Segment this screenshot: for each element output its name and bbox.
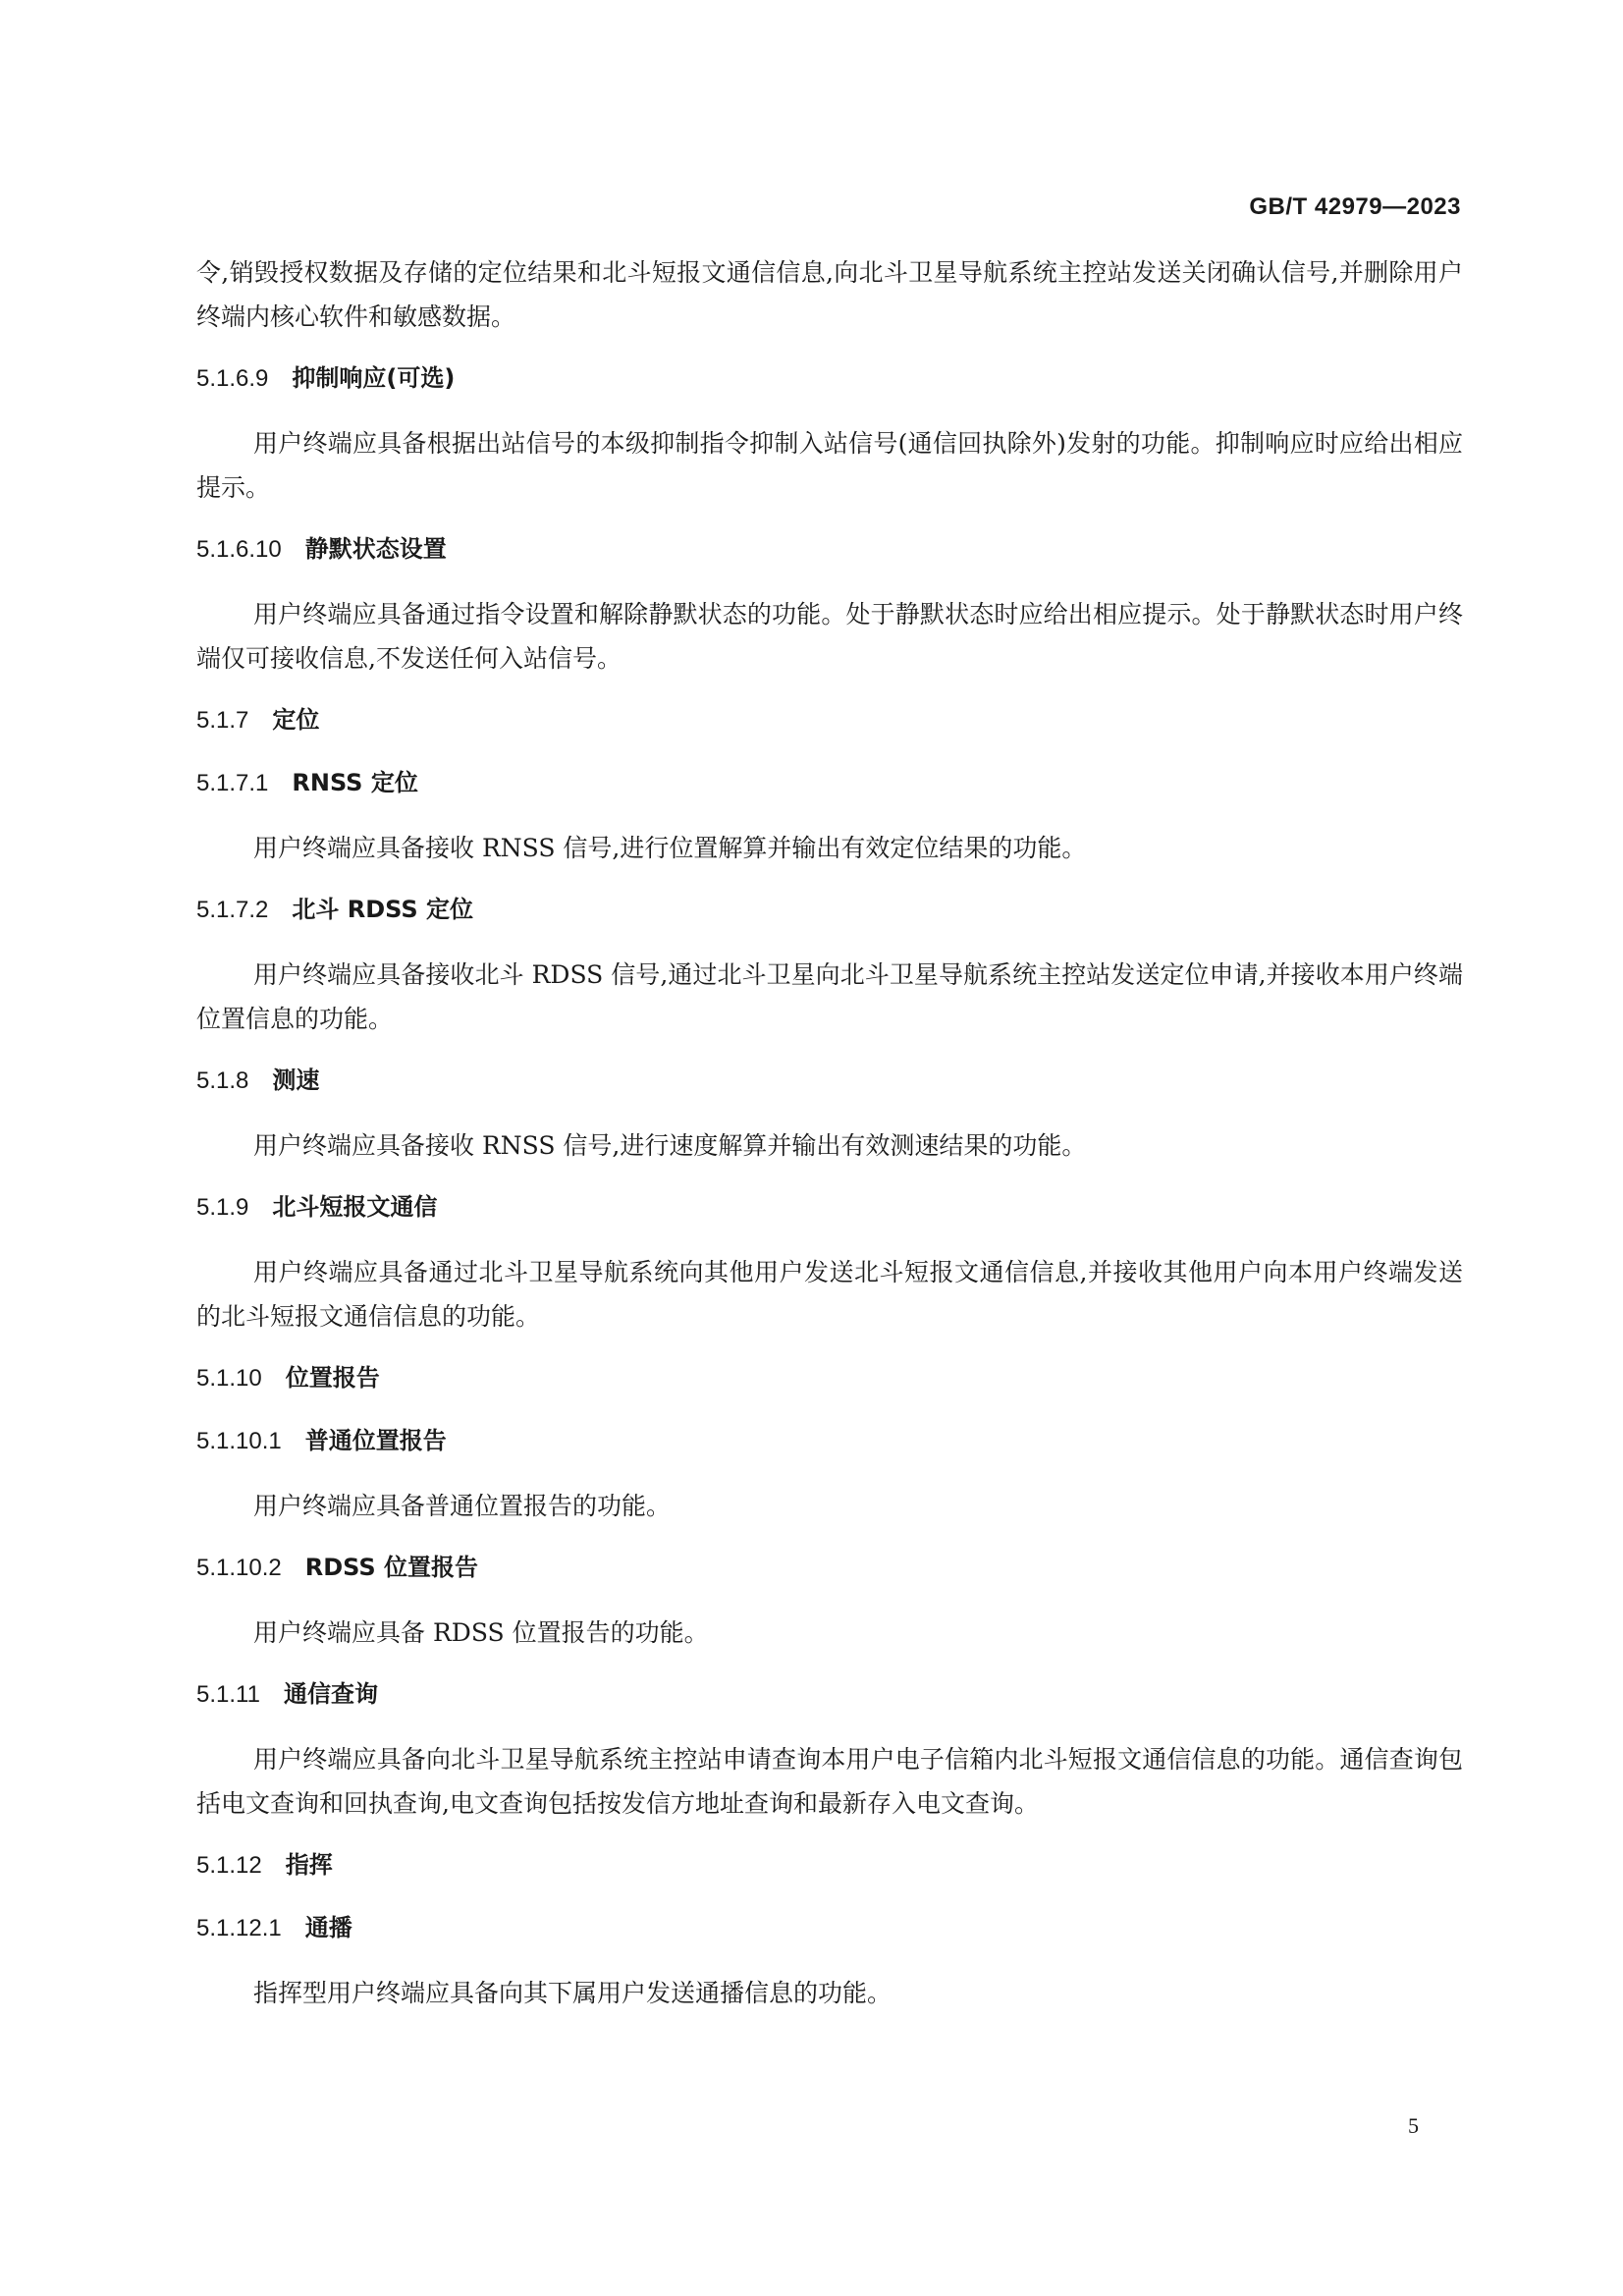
paragraph: 令,销毁授权数据及存储的定位结果和北斗短报文通信信息,向北斗卫星导航系统主控站发送关闭确认信号,并删除用户终端内核心软件和敏感数据。 xyxy=(196,258,1463,331)
section-heading xyxy=(196,1061,1463,1101)
section-number: 5.1.10 xyxy=(196,1365,262,1392)
section-number: 5.1.9 xyxy=(196,1194,249,1221)
section-title: 北斗短报文通信 xyxy=(272,1193,438,1221)
section-number: 5.1.11 xyxy=(196,1681,260,1708)
page-number: 5 xyxy=(1408,2113,1419,2138)
section-heading xyxy=(196,529,1463,570)
section-heading xyxy=(196,1187,1463,1228)
section-title: 静默状态设置 xyxy=(304,535,447,563)
document-body xyxy=(196,250,1463,2035)
section-number: 5.1.7 xyxy=(196,707,249,734)
section-title: 测速 xyxy=(272,1066,320,1094)
paragraph: 用户终端应具备通过指令设置和解除静默状态的功能。处于静默状态时应给出相应提示。处于静默状态时用户终端仅可接收信息,不发送任何入站信号。 xyxy=(196,600,1463,673)
paragraph: 用户终端应具备接收北斗 RDSS 信号,通过北斗卫星向北斗卫星导航系统主控站发送定位申请,并接收本用户终端位置信息的功能。 xyxy=(196,960,1463,1033)
section-title: 通播 xyxy=(304,1914,352,1941)
section-number: 5.1.10.2 xyxy=(196,1555,282,1581)
section-number: 5.1.6.10 xyxy=(196,536,282,563)
paragraph: 用户终端应具备向北斗卫星导航系统主控站申请查询本用户电子信箱内北斗短报文通信信息的功能。通信查询包括电文查询和回执查询,电文查询包括按发信方地址查询和最新存入电文查询。 xyxy=(196,1745,1463,1818)
paragraph: 用户终端应具备根据出站信号的本级抑制指令抑制入站信号(通信回执除外)发射的功能。抑制响应时应给出相应提示。 xyxy=(196,429,1463,502)
section-title: 普通位置报告 xyxy=(304,1427,447,1454)
section-title: 抑制响应(可选) xyxy=(292,364,456,392)
section-heading xyxy=(196,358,1463,399)
section-title: RDSS 位置报告 xyxy=(304,1554,478,1581)
section-heading xyxy=(196,1908,1463,1948)
section-number: 5.1.12 xyxy=(196,1852,262,1879)
section-heading xyxy=(196,1548,1463,1588)
section-heading xyxy=(196,890,1463,930)
section-number: 5.1.7.2 xyxy=(196,897,269,923)
section-heading xyxy=(196,1674,1463,1715)
section-heading xyxy=(196,763,1463,803)
section-number: 5.1.8 xyxy=(196,1067,249,1094)
paragraph: 用户终端应具备 RDSS 位置报告的功能。 xyxy=(253,1618,709,1647)
section-title: 通信查询 xyxy=(283,1680,378,1708)
section-title: 位置报告 xyxy=(285,1364,380,1392)
section-number: 5.1.10.1 xyxy=(196,1428,282,1454)
paragraph: 用户终端应具备通过北斗卫星导航系统向其他用户发送北斗短报文通信信息,并接收其他用户向本用户终端发送的北斗短报文通信信息的功能。 xyxy=(196,1258,1463,1331)
section-title: 定位 xyxy=(272,706,320,734)
section-heading xyxy=(196,700,1463,740)
section-title: RNSS 定位 xyxy=(292,769,418,796)
paragraph: 指挥型用户终端应具备向其下属用户发送通播信息的功能。 xyxy=(253,1979,893,2007)
section-heading xyxy=(196,1421,1463,1461)
paragraph: 用户终端应具备普通位置报告的功能。 xyxy=(253,1492,672,1520)
section-heading xyxy=(196,1845,1463,1886)
section-heading xyxy=(196,1358,1463,1398)
section-number: 5.1.12.1 xyxy=(196,1915,282,1941)
section-title: 指挥 xyxy=(285,1851,333,1879)
paragraph: 用户终端应具备接收 RNSS 信号,进行位置解算并输出有效定位结果的功能。 xyxy=(253,834,1087,862)
section-number: 5.1.6.9 xyxy=(196,365,269,392)
section-title: 北斗 RDSS 定位 xyxy=(292,896,474,923)
section-number: 5.1.7.1 xyxy=(196,770,269,796)
standard-number: GB/T 42979—2023 xyxy=(1249,193,1461,220)
paragraph: 用户终端应具备接收 RNSS 信号,进行速度解算并输出有效测速结果的功能。 xyxy=(253,1131,1087,1160)
